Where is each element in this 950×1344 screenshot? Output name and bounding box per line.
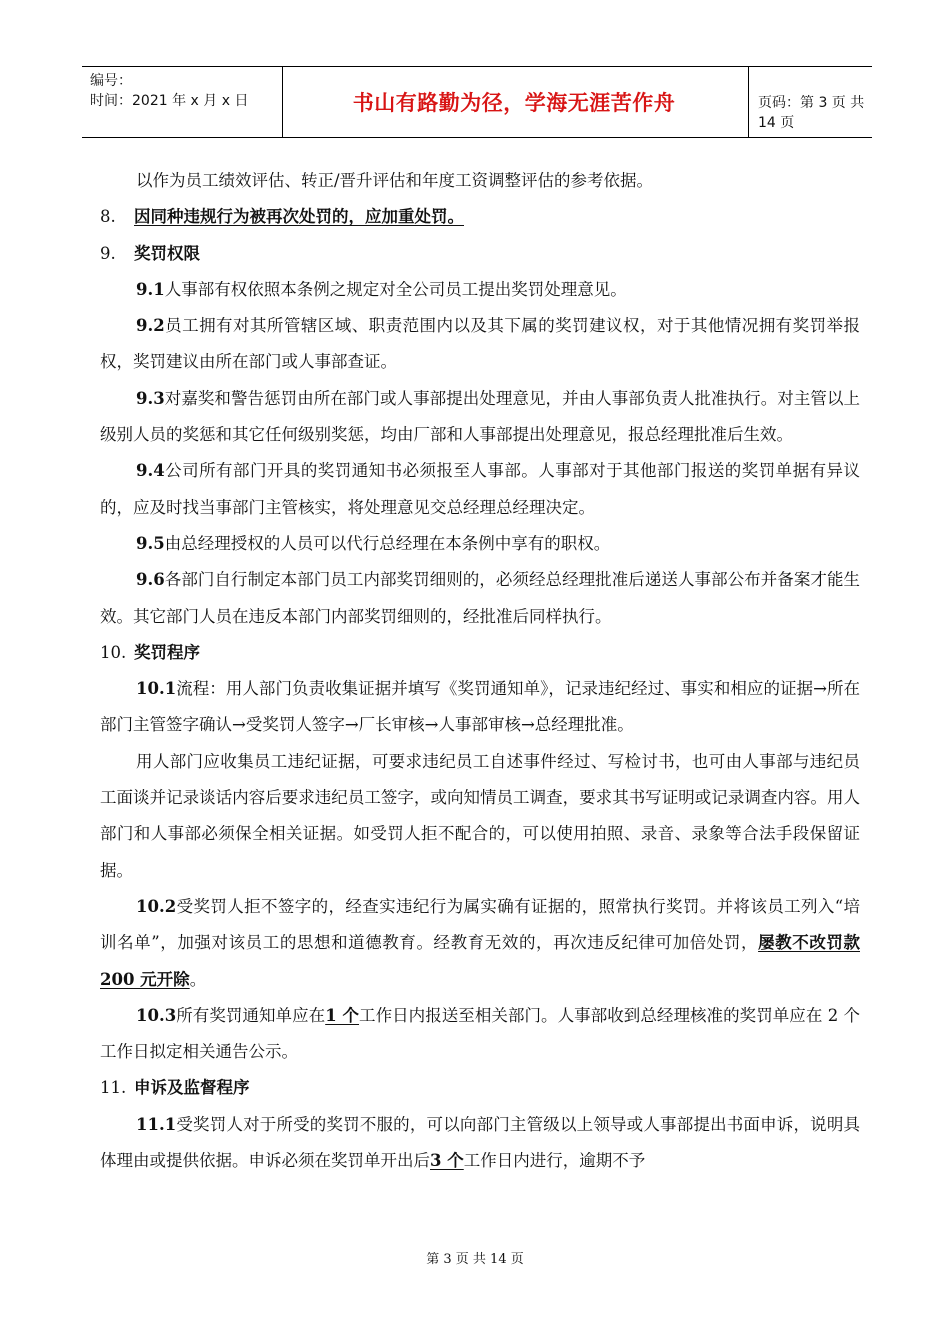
clause-number: 9.4 xyxy=(136,461,165,481)
clause-text: 对嘉奖和警告惩罚由所在部门或人事部提出处理意见，并由人事部负责人批准执行。对主管以上级别人员的奖惩和其它任何级别奖惩，均由厂部和人事部提出处理意见，报总经理批准后生效。 xyxy=(100,388,860,445)
clause-text: 受奖罚人拒不签字的，经查实违纪行为属实确有证据的，照常执行奖罚。并将该员工列入“培训名单”，加强对该员工的思想和道德教育。经教育无效的，再次违反纪律可加倍处罚， xyxy=(100,896,860,953)
section-number: 9. xyxy=(100,243,116,263)
header-motto: 书山有路勤为径，学海无涯苦作舟 xyxy=(352,91,676,115)
header-number-label: 编号： xyxy=(90,73,132,89)
clause-text: 各部门自行制定本部门员工内部奖罚细则的，必须经总经理批准后递送人事部公布并备案才能生效。其它部门人员在违反本部门内部奖罚细则的，经批准后同样执行。 xyxy=(100,570,860,626)
section-8-text: 因同种违规行为被再次处罚的，应加重处罚。 xyxy=(134,207,464,227)
paragraph-intro: 以作为员工绩效评估、转正/晋升评估和年度工资调整评估的参考依据。 xyxy=(136,171,654,190)
clause-text: 由总经理授权的人员可以代行总经理在本条例中享有的职权。 xyxy=(164,533,611,553)
section-8-heading xyxy=(100,199,860,235)
paragraph-11-1 xyxy=(100,1107,860,1180)
section-number: 11. xyxy=(100,1078,127,1098)
document-body xyxy=(100,163,860,1179)
paragraph-9-3 xyxy=(100,381,860,454)
header-divider xyxy=(282,67,283,137)
clause-emphasis: 屡教不改罚款 200 元开除 xyxy=(100,933,860,989)
section-11-heading xyxy=(100,1070,860,1106)
section-title: 申诉及监督程序 xyxy=(134,1078,250,1098)
section-number: 8. xyxy=(100,207,116,227)
clause-emphasis: 1 个 xyxy=(325,1005,360,1025)
clause-number: 9.6 xyxy=(136,570,165,590)
clause-text: 流程：用人部门负责收集证据并填写《奖罚通知单》，记录违纪经过、事实和相应的证据→所在部门主管签字确认→受奖罚人签字→厂长审核→人事部审核→总经理批准。 xyxy=(100,679,860,735)
clause-emphasis: 3 个 xyxy=(430,1151,464,1171)
header-meta xyxy=(90,71,280,111)
section-number: 10. xyxy=(100,642,127,662)
clause-number: 10.3 xyxy=(136,1005,177,1025)
clause-text-end: 工作日内报送至相关部门。人事部收到总经理核准的奖罚单应在 2 个工作日拟定相关通告公示。 xyxy=(100,1005,860,1062)
paragraph-10-1 xyxy=(100,671,860,744)
header-time-label: 时间：2021 年 x 月 x 日 xyxy=(90,93,249,109)
paragraph-10-2 xyxy=(100,889,860,998)
paragraph-9-6 xyxy=(100,562,860,635)
clause-text: 人事部有权依照本条例之规定对全公司员工提出奖罚处理意见。 xyxy=(164,279,627,299)
page-footer: 第 3 页 共 14 页 xyxy=(426,1252,524,1267)
clause-text: 员工拥有对其所管辖区域、职责范围内以及其下属的奖罚建议权，对于其他情况拥有奖罚举报权，奖罚建议由所在部门或人事部查证。 xyxy=(100,316,860,372)
section-10-heading xyxy=(100,635,860,671)
paragraph-9-5 xyxy=(100,526,860,562)
clause-number: 10.2 xyxy=(136,896,177,916)
clause-number: 9.3 xyxy=(136,388,165,408)
clause-text: 公司所有部门开具的奖罚通知书必须报至人事部。人事部对于其他部门报送的奖罚单据有异议的，应及时找当事部门主管核实，将处理意见交总经理总经理决定。 xyxy=(100,461,860,517)
clause-number: 10.1 xyxy=(136,679,177,699)
section-title: 奖罚权限 xyxy=(134,243,200,263)
header-divider xyxy=(748,67,749,137)
clause-text-end: 。 xyxy=(189,969,207,989)
paragraph-9-1 xyxy=(100,272,860,308)
clause-number: 9.5 xyxy=(136,533,165,553)
clause-text: 受奖罚人对于所受的奖罚不服的，可以向部门主管级以上领导或人事部提出书面申诉，说明具体理由或提供依据。申诉必须在奖罚单开出后 xyxy=(100,1114,860,1171)
paragraph-10-3 xyxy=(100,998,860,1071)
clause-text: 所有奖罚通知单应在 xyxy=(176,1005,326,1025)
section-title: 奖罚程序 xyxy=(134,642,200,662)
paragraph-10-1-evidence: 用人部门应收集员工违纪证据，可要求违纪员工自述事件经过、写检讨书，也可由人事部与违纪员工面谈并记录谈话内容后要求违纪员工签字，或向知情员工调查，要求其书写证明或记录调查内容。用人部门和人事部必须保全相关证据。如受罚人拒不配合的，可以使用拍照、录音、录象等合法手段保留证据。 xyxy=(100,751,860,880)
document-header xyxy=(82,66,872,138)
paragraph-9-2 xyxy=(100,308,860,381)
clause-number: 9.2 xyxy=(136,316,165,336)
clause-text-end: 工作日内进行，逾期不予 xyxy=(463,1151,646,1171)
section-9-heading xyxy=(100,236,860,272)
header-page-label: 页码：第 3 页 共 14 页 xyxy=(758,95,865,131)
clause-number: 11.1 xyxy=(136,1114,177,1134)
paragraph-9-4 xyxy=(100,453,860,526)
clause-number: 9.1 xyxy=(136,279,165,299)
